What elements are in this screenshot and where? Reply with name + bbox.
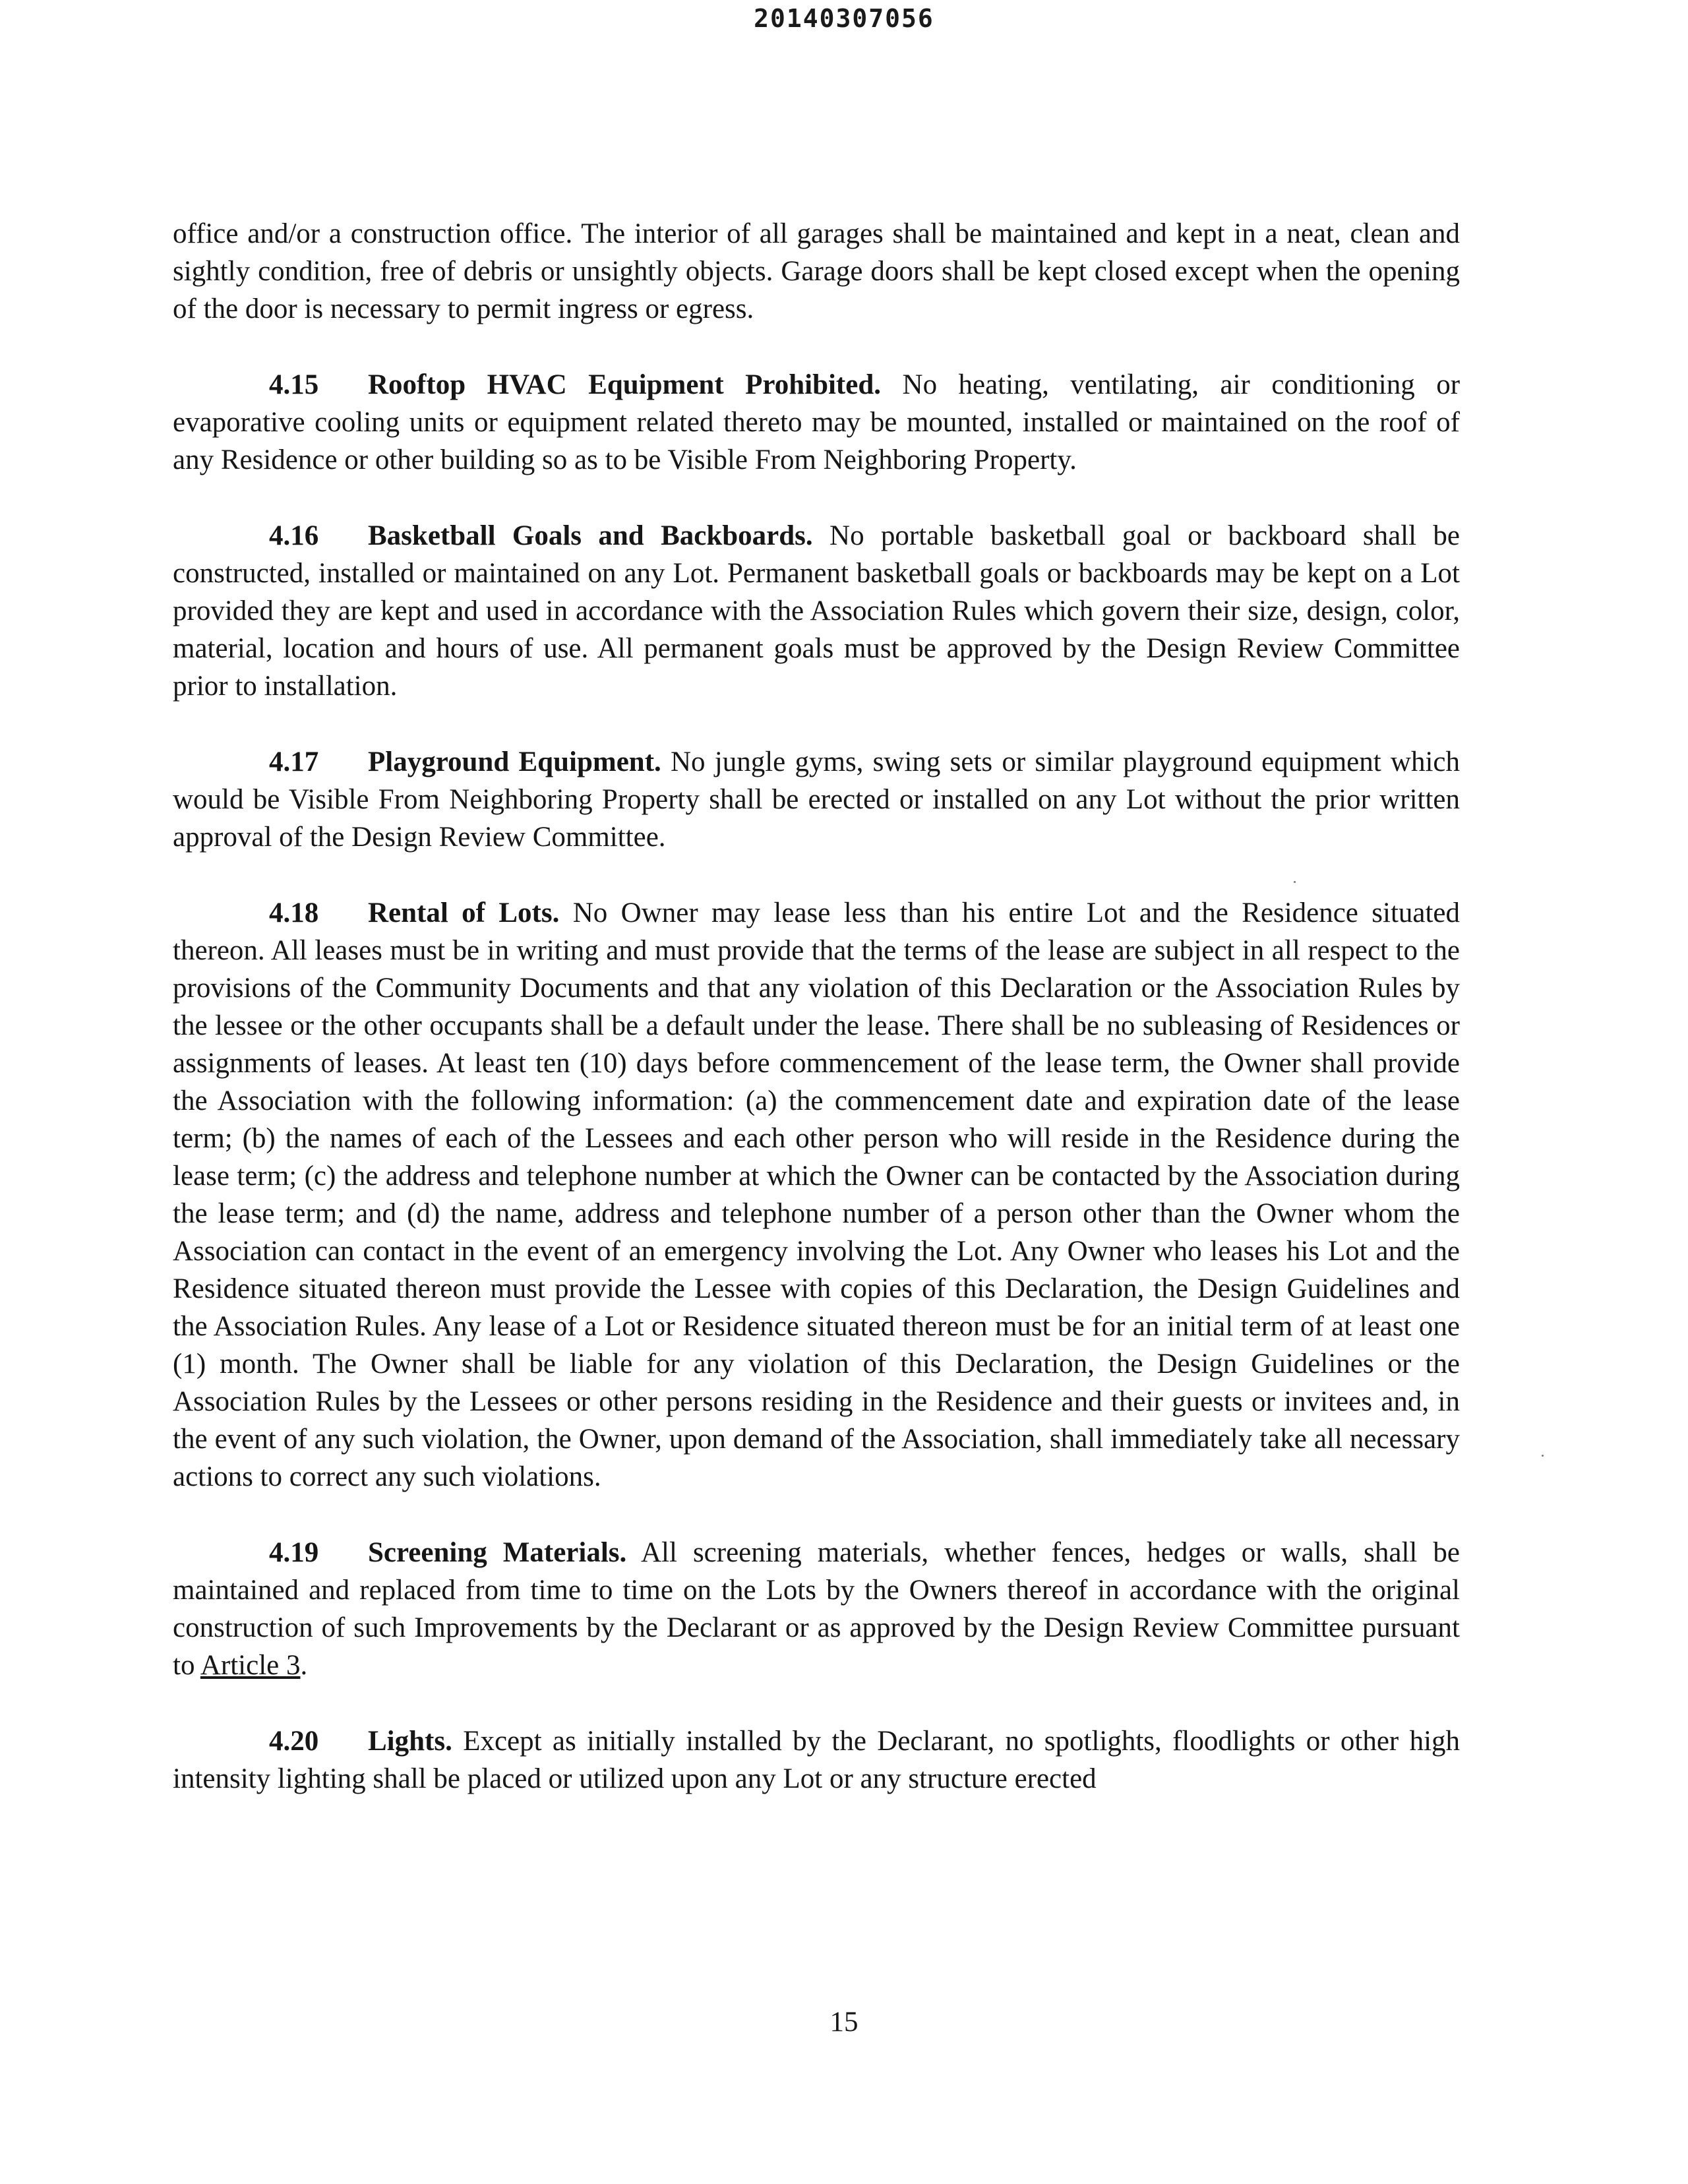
section-title: Rooftop HVAC Equipment Prohibited.	[368, 369, 882, 400]
scan-speck	[1542, 1455, 1544, 1457]
section-4-19	[173, 1534, 1460, 1684]
section-number: 4.19	[269, 1537, 319, 1568]
section-4-16	[173, 517, 1460, 705]
section-text: No Owner may lease less than his entire Lot and the Residence situated thereon. All leases must be in writing and must provide that the terms of the lease are subject in all respect to the provisions of the Community Documents and that any violation of this Declaration or the Association Rules by the lessee or the other occupants shall be a default under the lease. There shall be no subleasing of Residences or assignments of leases. At least ten (10) days before commencement of the lease term, the Owner shall provide the Association with the following information: (a) the commencement date and expiration date of the lease term; (b) the names of each of the Lessees and each other person who will reside in the Residence during the lease term; (c) the address and telephone number at which the Owner can be contacted by the Association during the lease term; and (d) the name, address and telephone number of a person other than the Owner whom the Association can contact in the event of an emergency involving the Lot. Any Owner who leases his Lot and the Residence situated thereon must provide the Lessee with copies of this Declaration, the Design Guidelines and the Association Rules. Any lease of a Lot or Residence situated thereon must be for an initial term of at least one (1) month. The Owner shall be liable for any violation of this Declaration, the Design Guidelines or the Association Rules by the Lessees or other persons residing in the Residence and their guests or invitees and, in the event of any such violation, the Owner, upon demand of the Association, shall immediately take all necessary actions to correct any such violations.	[173, 897, 1461, 1492]
section-title: Lights.	[368, 1726, 452, 1757]
section-number: 4.16	[269, 520, 319, 551]
section-title: Basketball Goals and Backboards.	[368, 520, 813, 551]
section-title: Playground Equipment.	[368, 746, 661, 777]
section-text-end: .	[300, 1650, 308, 1681]
section-number: 4.18	[269, 897, 319, 928]
section-text: All screening materials, whether fences, hedges or walls, shall be maintained and replaced from time to time on the Lots by the Owners thereof in accordance with the original construction of such Improvements by the Declarant or as approved by the Design Review Committee pursuant to	[173, 1537, 1461, 1681]
page-body	[173, 215, 1460, 1836]
scan-speck	[1294, 881, 1296, 883]
section-4-17	[173, 743, 1460, 856]
section-title: Rental of Lots.	[368, 897, 560, 928]
section-text: No heating, ventilating, air conditioning or evaporative cooling units or equipment related thereto may be mounted, installed or maintained on the roof of any Residence or other building so as to be Visible From Neighboring Property.	[173, 369, 1461, 475]
section-4-20	[173, 1722, 1460, 1798]
intro-paragraph: office and/or a construction office. The interior of all garages shall be maintained and kept in a neat, clean and sightly condition, free of debris or unsightly objects. Garage doors shall be kept closed except when the opening of the door is necessary to permit ingress or egress.	[173, 218, 1460, 324]
section-text: No portable basketball goal or backboard shall be constructed, installed or maintained on any Lot. Permanent basketball goals or backboards may be kept on a Lot provided they are kept and used in accordance with the Association Rules which govern their size, design, color, material, location and hours of use. All permanent goals must be approved by the Design Review Committee prior to installation.	[173, 520, 1461, 702]
section-number: 4.15	[269, 369, 319, 400]
section-text: Except as initially installed by the Declarant, no spotlights, floodlights or other high intensity lighting shall be placed or utilized upon any Lot or any structure erected	[173, 1726, 1461, 1794]
document-number: 20140307056	[754, 4, 934, 33]
article-3-reference[interactable]: Article 3	[200, 1650, 301, 1681]
section-number: 4.17	[269, 746, 319, 777]
section-text: No jungle gyms, swing sets or similar playground equipment which would be Visible From Neighboring Property shall be erected or installed on any Lot without the prior written approval of the Design Review Committee.	[173, 746, 1460, 853]
section-number: 4.20	[269, 1726, 319, 1757]
section-title: Screening Materials.	[368, 1537, 627, 1568]
page-number: 15	[829, 2007, 859, 2038]
section-4-15	[173, 366, 1460, 479]
section-4-18	[173, 894, 1460, 1496]
